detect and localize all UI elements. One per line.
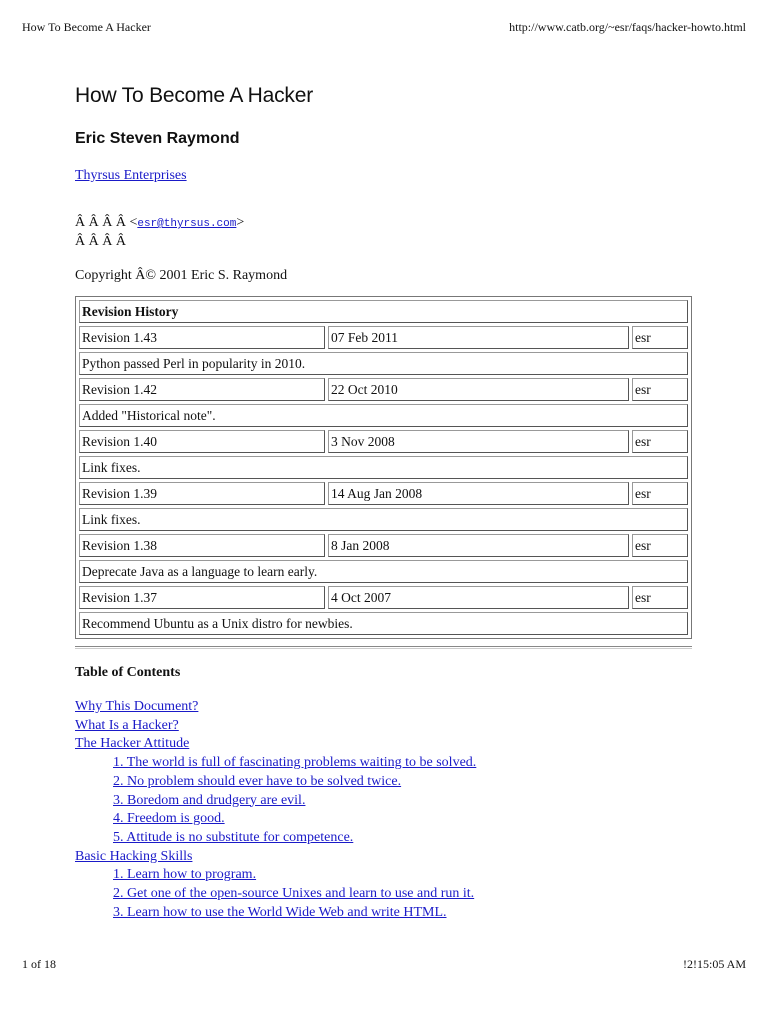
revision-number: Revision 1.40: [79, 430, 325, 453]
revision-note-row: [79, 352, 688, 375]
toc-link[interactable]: What Is a Hacker?: [75, 717, 179, 733]
revision-author: esr: [632, 430, 688, 453]
document-body: [75, 84, 695, 922]
toc-item: [75, 810, 695, 829]
toc-link[interactable]: 5. Attitude is no substitute for competence.: [113, 829, 354, 845]
toc-link[interactable]: Basic Hacking Skills: [75, 848, 193, 864]
toc-link[interactable]: Why This Document?: [75, 699, 199, 714]
revision-note-row: [79, 404, 688, 427]
toc-item: [75, 829, 695, 848]
revision-number: Revision 1.38: [79, 534, 325, 557]
email-prefix: Â Â Â Â <: [75, 215, 138, 230]
revision-history-header-row: [79, 300, 688, 323]
toc-item: [75, 754, 695, 773]
toc-title: Table of Contents: [75, 665, 181, 680]
author-name: Eric Steven Raymond: [75, 130, 240, 147]
toc-item: [75, 792, 695, 811]
revision-note: Link fixes.: [79, 456, 688, 479]
revision-history-title: Revision History: [79, 300, 688, 323]
divider: [75, 646, 692, 649]
revision-note-row: [79, 508, 688, 531]
toc-item: [75, 885, 695, 904]
revision-row: [79, 430, 688, 453]
toc-link[interactable]: 2. No problem should ever have to be solved twice.: [113, 773, 402, 789]
toc-item: [75, 848, 695, 867]
toc-item: [75, 904, 695, 923]
email-line-2: Â Â Â Â: [75, 234, 126, 249]
revision-author: esr: [632, 534, 688, 557]
toc-item: [75, 866, 695, 885]
revision-number: Revision 1.43: [79, 326, 325, 349]
toc-link[interactable]: 3. Boredom and drudgery are evil.: [113, 792, 306, 808]
revision-row: [79, 378, 688, 401]
toc-item: [75, 717, 695, 736]
toc-item: [75, 735, 695, 754]
revision-row: [79, 326, 688, 349]
revision-number: Revision 1.37: [79, 586, 325, 609]
print-footer-page: 1 of 18: [22, 957, 56, 971]
toc-link[interactable]: 2. Get one of the open-source Unixes and learn to use and run it.: [113, 886, 475, 902]
revision-row: [79, 534, 688, 557]
revision-note-row: [79, 612, 688, 635]
revision-author: esr: [632, 586, 688, 609]
revision-note: Python passed Perl in popularity in 2010.: [79, 352, 688, 375]
revision-date: 22 Oct 2010: [328, 378, 629, 401]
revision-note: Recommend Ubuntu as a Unix distro for newbies.: [79, 612, 688, 635]
toc-link[interactable]: The Hacker Attitude: [75, 736, 190, 752]
revision-author: esr: [632, 482, 688, 505]
email-block: [75, 214, 695, 250]
toc-list: [75, 698, 695, 922]
revision-author: esr: [632, 378, 688, 401]
toc-link[interactable]: 3. Learn how to use the World Wide Web and write HTML.: [113, 904, 447, 920]
revision-row: [79, 586, 688, 609]
revision-date: 07 Feb 2011: [328, 326, 629, 349]
email-link[interactable]: esr@thyrsus.com: [137, 218, 237, 230]
revision-note-row: [79, 560, 688, 583]
copyright-notice: Copyright Â© 2001 Eric S. Raymond: [75, 268, 288, 283]
toc-link[interactable]: 1. Learn how to program.: [113, 867, 257, 883]
toc-link[interactable]: 1. The world is full of fascinating problems waiting to be solved.: [113, 755, 477, 771]
toc-item: [75, 698, 695, 717]
email-suffix: >: [236, 215, 245, 230]
revision-row: [79, 482, 688, 505]
revision-date: 14 Aug Jan 2008: [328, 482, 629, 505]
revision-number: Revision 1.42: [79, 378, 325, 401]
revision-note: Link fixes.: [79, 508, 688, 531]
revision-note: Deprecate Java as a language to learn early.: [79, 560, 688, 583]
revision-date: 8 Jan 2008: [328, 534, 629, 557]
revision-note: Added "Historical note".: [79, 404, 688, 427]
affiliation-link[interactable]: Thyrsus Enterprises: [75, 168, 187, 183]
toc-link[interactable]: 4. Freedom is good.: [113, 811, 225, 827]
revision-note-row: [79, 456, 688, 479]
print-header-title: How To Become A Hacker: [22, 20, 151, 34]
print-footer-time: !2!15:05 AM: [683, 957, 746, 971]
print-header-url: http://www.catb.org/~esr/faqs/hacker-howto.html: [509, 20, 746, 34]
revision-number: Revision 1.39: [79, 482, 325, 505]
revision-date: 4 Oct 2007: [328, 586, 629, 609]
revision-date: 3 Nov 2008: [328, 430, 629, 453]
page-title: How To Become A Hacker: [75, 84, 313, 107]
affiliation-line: [75, 168, 695, 184]
toc-item: [75, 773, 695, 792]
revision-history-table: [75, 296, 692, 639]
revision-author: esr: [632, 326, 688, 349]
